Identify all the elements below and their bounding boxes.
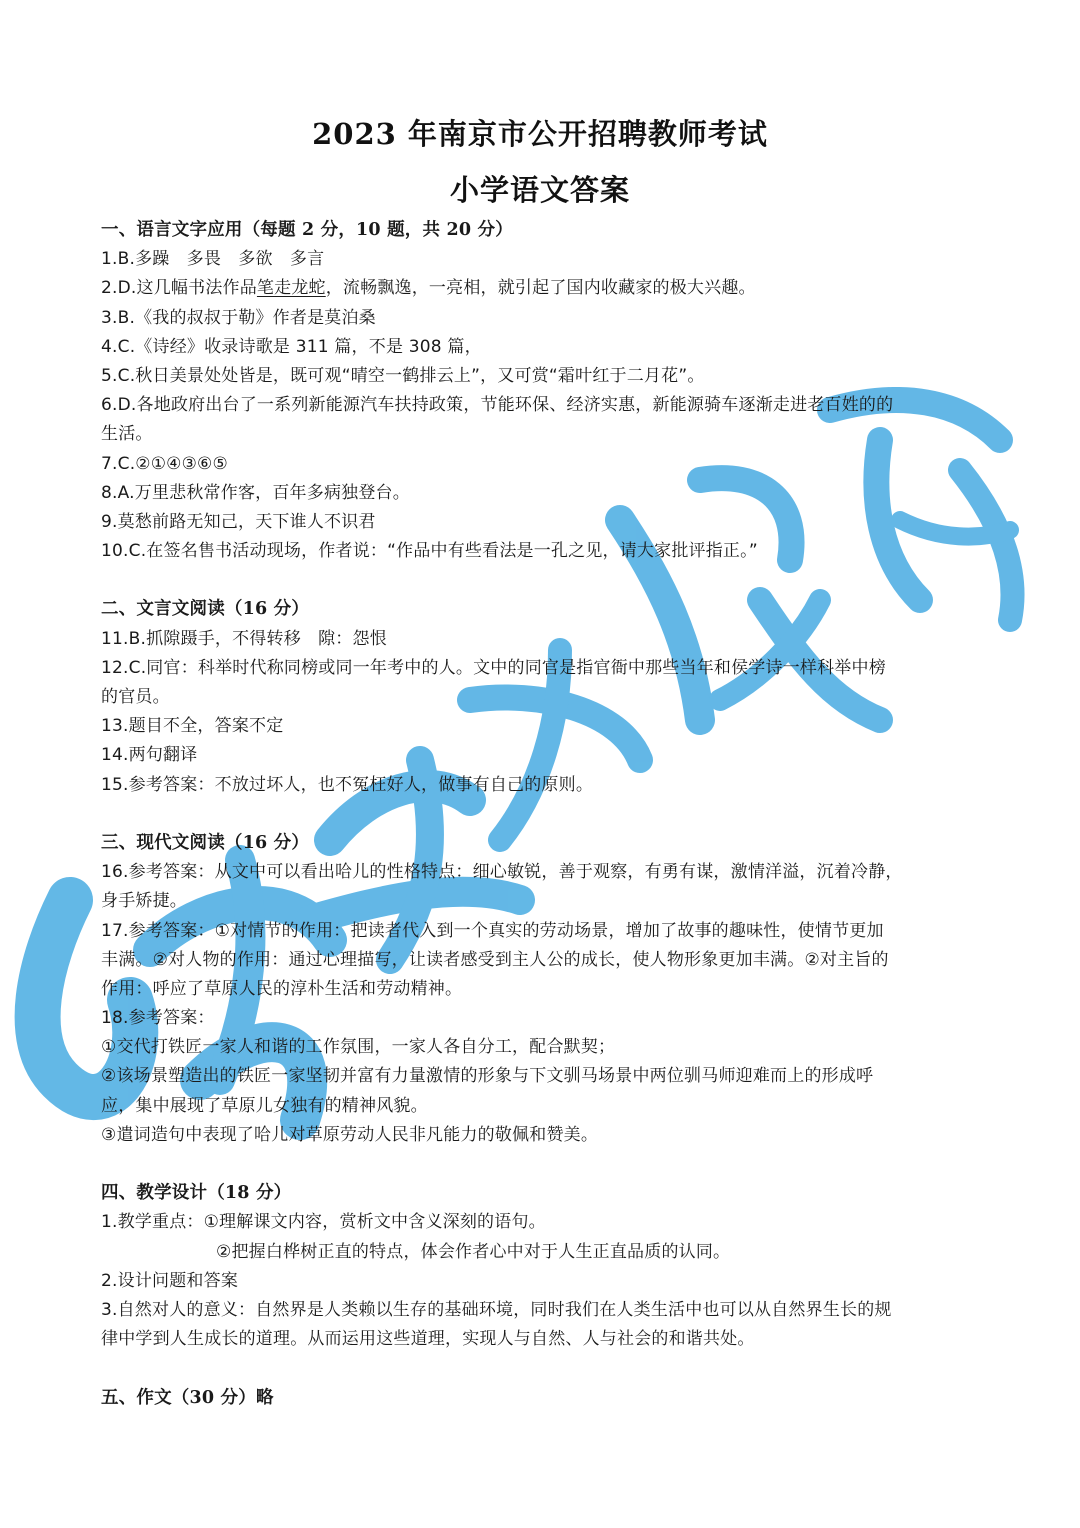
answer-line: 16.参考答案：从文中可以看出哈儿的性格特点：细心敏锐，善于观察，有勇有谋，激情洋溢，沉着冷静， xyxy=(101,862,903,883)
answer-line: 13.题目不全，答案不定 xyxy=(101,716,284,737)
answer-content xyxy=(101,216,991,1413)
answer-line: 生活。 xyxy=(101,424,153,445)
answer-line: 1.教学重点：①理解课文内容，赏析文中含义深刻的语句。 xyxy=(101,1212,546,1233)
answer-line: 10.C.在签名售书活动现场，作者说：“作品中有些看法是一孔之见，请大家批评指正。” xyxy=(101,541,758,562)
answer-line: 7.C.②①④③⑥⑤ xyxy=(101,453,228,474)
answer-line: 3.自然对人的意义：自然界是人类赖以生存的基础环境，同时我们在人类生活中也可以从自然界生长的规 xyxy=(101,1299,892,1320)
answer-line: 2.D.这几幅书法作品笔走龙蛇，流畅飘逸，一亮相，就引起了国内收藏家的极大兴趣。 xyxy=(101,278,756,299)
answer-line: ②把握白桦树正直的特点，体会作者心中对于人生正直品质的认同。 xyxy=(216,1241,731,1262)
answer-line: 律中学到人生成长的道理。从而运用这些道理，实现人与自然、人与社会的和谐共处。 xyxy=(101,1329,755,1350)
answer-line: 15.参考答案：不放过坏人，也不冤枉好人，做事有自己的原则。 xyxy=(101,774,594,795)
answer-line: 17.参考答案：①对情节的作用：把读者代入到一个真实的劳动场景，增加了故事的趣味性，使情节更加 xyxy=(101,920,884,941)
answer-line: ①交代打铁匠一家人和谐的工作氛围，一家人各自分工，配合默契； xyxy=(101,1037,616,1058)
answer-line: 丰满。②对人物的作用：通过心理描写，让读者感受到主人公的成长，使人物形象更加丰满。②对主旨的 xyxy=(101,949,889,970)
answer-line: ②该场景塑造出的铁匠一家坚韧并富有力量激情的形象与下文驯马场景中两位驯马师迎难而上的形成呼 xyxy=(101,1066,874,1087)
answer-line: 作用：呼应了草原人民的淳朴生活和劳动精神。 xyxy=(101,978,463,999)
answer-line: 12.C.同官：科举时代称同榜或同一年考中的人。文中的同官是指官衙中那些当年和侯学诗一样科举中榜 xyxy=(101,657,886,678)
answer-line: 6.D.各地政府出台了一系列新能源汽车扶持政策，节能环保、经济实惠，新能源骑车逐渐走进老百姓的的 xyxy=(101,395,894,416)
answer-line: 4.C.《诗经》收录诗歌是 311 篇，不是 308 篇， xyxy=(101,336,482,357)
answer-line: 1.B.多躁 多畏 多欲 多言 xyxy=(101,249,325,270)
answer-line: 2.设计问题和答案 xyxy=(101,1270,239,1291)
document-title: 2023 年南京市公开招聘教师考试 xyxy=(312,117,768,151)
answer-line: 14.两句翻译 xyxy=(101,745,198,766)
answer-line: 的官员。 xyxy=(101,687,170,707)
underlined-phrase: 笔走龙蛇 xyxy=(256,278,326,299)
document-subtitle: 小学语文答案 xyxy=(449,173,630,207)
answer-line: ③遣词造句中表现了哈儿对草原劳动人民非凡能力的敬佩和赞美。 xyxy=(101,1124,599,1145)
answer-line: 身手矫捷。 xyxy=(101,891,187,912)
section-heading: 五、作文（30 分）略 xyxy=(101,1387,274,1408)
section-heading: 一、语言文字应用（每题 2 分，10 题，共 20 分） xyxy=(101,220,513,240)
section-heading: 三、现代文阅读（16 分） xyxy=(101,832,310,853)
answer-line: 18.参考答案： xyxy=(101,1008,215,1029)
answer-line: 应，集中展现了草原儿女独有的精神风貌。 xyxy=(101,1095,428,1116)
answer-line: 3.B.《我的叔叔于勒》作者是莫泊桑 xyxy=(101,307,376,328)
answer-line: 5.C.秋日美景处处皆是，既可观“晴空一鹤排云上”，又可赏“霜叶红于二月花”。 xyxy=(101,365,705,386)
section-heading: 二、文言文阅读（16 分） xyxy=(101,599,310,620)
answer-line: 11.B.抓隙蹑手，不得转移 隙：怨恨 xyxy=(101,628,387,649)
answer-line: 9.莫愁前路无知己，天下谁人不识君 xyxy=(101,511,376,532)
answer-line: 8.A.万里悲秋常作客，百年多病独登台。 xyxy=(101,482,410,503)
section-heading: 四、教学设计（18 分） xyxy=(101,1183,292,1204)
